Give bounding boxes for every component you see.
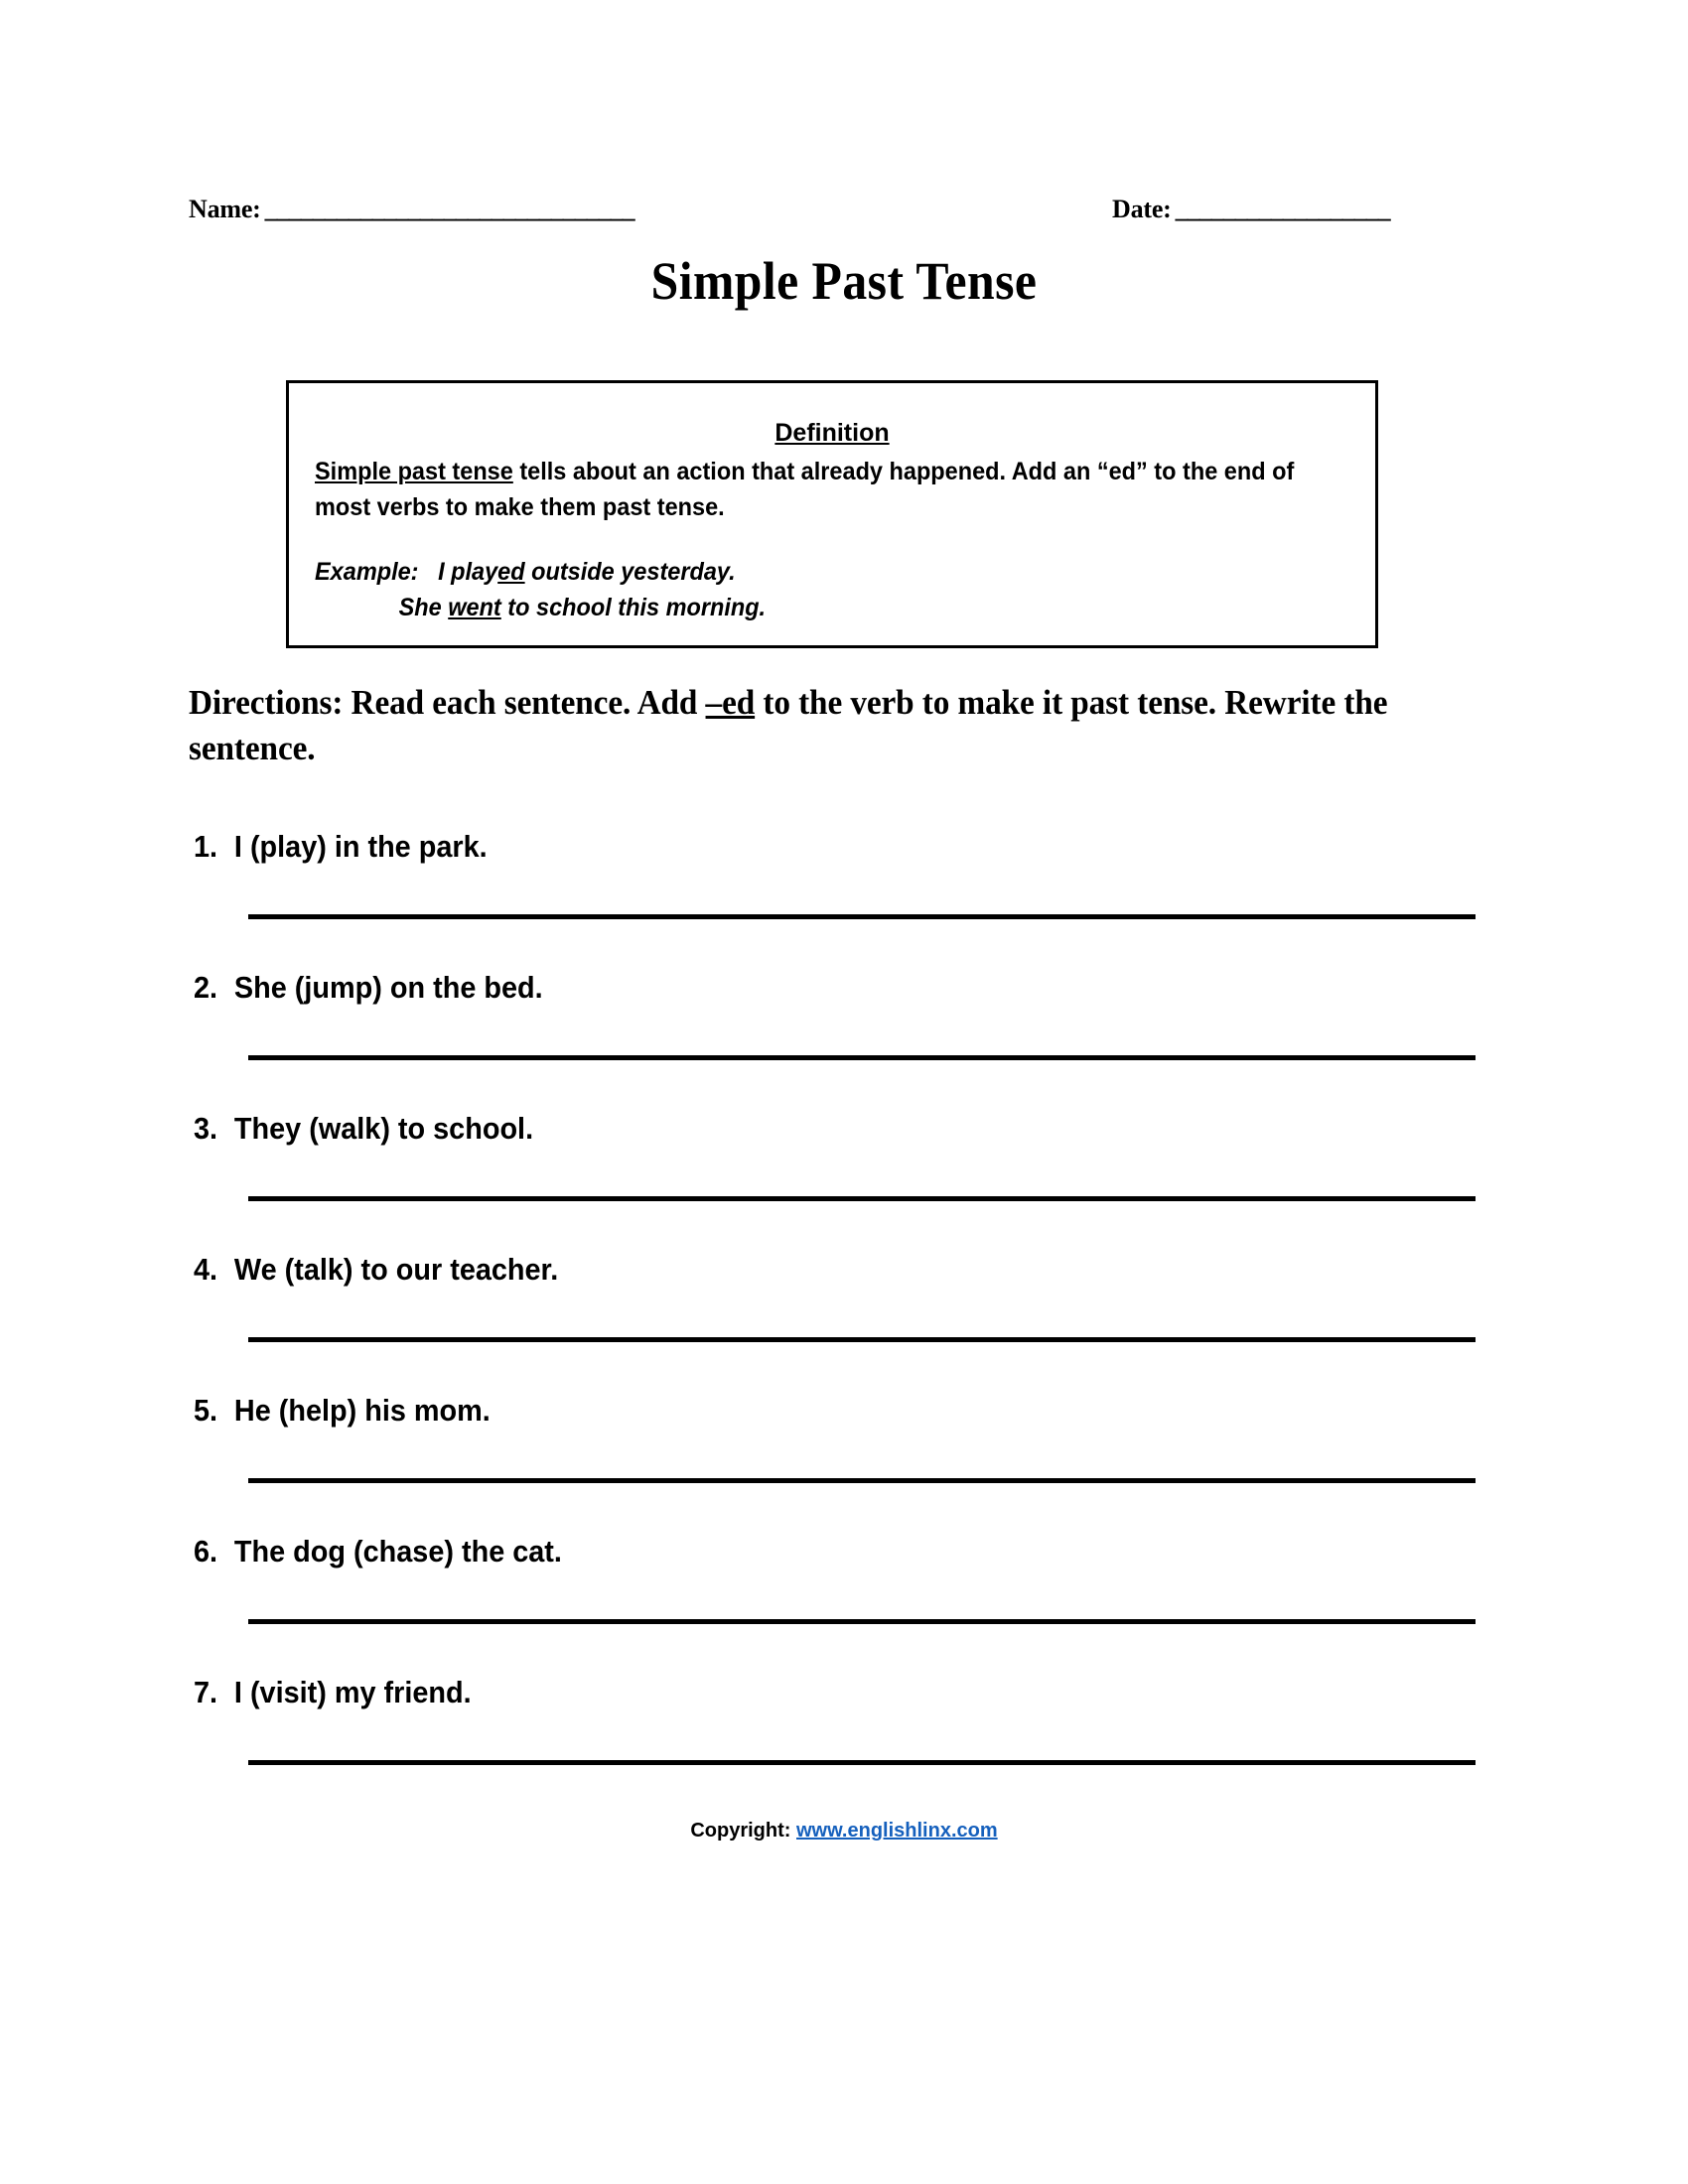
definition-heading-text: Definition (774, 419, 890, 447)
question-sentence: I (play) in the park. (233, 829, 488, 864)
name-write-in-line[interactable]: _______________________________ (264, 195, 634, 223)
question-text (194, 970, 543, 1006)
example-line-2 (315, 591, 1345, 626)
question-text (194, 1534, 562, 1570)
question-text (194, 1111, 533, 1147)
question-number: 3. (194, 1111, 218, 1146)
question-text (194, 1393, 491, 1429)
footer (0, 1820, 1688, 1843)
directions-suffix: to the verb to make it past tense. Rewrite the sentence. (189, 683, 1388, 767)
question-item (194, 1111, 1494, 1252)
question-number: 5. (194, 1393, 218, 1428)
example-line-1 (315, 555, 1345, 591)
question-sentence: They (walk) to school. (233, 1111, 534, 1146)
question-number: 1. (194, 829, 218, 864)
date-field-group (1112, 195, 1390, 224)
definition-box (286, 380, 1378, 648)
question-item (194, 970, 1494, 1111)
question-sentence: I (visit) my friend. (233, 1675, 472, 1709)
question-sentence: The dog (chase) the cat. (233, 1534, 562, 1569)
example-2-pre: She (398, 593, 449, 621)
student-info-row (189, 195, 1470, 236)
date-label: Date: (1112, 195, 1172, 223)
directions-emphasis: –ed (705, 683, 756, 722)
question-text (194, 1675, 472, 1710)
answer-line[interactable] (248, 1337, 1476, 1342)
question-item (194, 829, 1494, 970)
name-label: Name: (189, 195, 261, 223)
answer-line[interactable] (248, 1760, 1476, 1765)
example-2-post: to school this morning. (500, 593, 767, 621)
example-1-pre: I play (438, 558, 498, 586)
question-text (194, 829, 488, 865)
definition-heading (315, 419, 1349, 448)
definition-term: Simple past tense (315, 458, 513, 485)
question-list (194, 829, 1494, 1816)
answer-line[interactable] (248, 1055, 1476, 1060)
englishlinx-link[interactable]: www.englishlinx.com (796, 1820, 998, 1842)
answer-line[interactable] (248, 914, 1476, 919)
question-sentence: She (jump) on the bed. (233, 970, 543, 1005)
definition-body (315, 454, 1345, 525)
answer-line[interactable] (248, 1478, 1476, 1483)
question-number: 2. (194, 970, 218, 1005)
answer-line[interactable] (248, 1196, 1476, 1201)
directions-prefix: Directions: Read each sentence. Add (189, 683, 706, 722)
question-item (194, 1534, 1494, 1675)
question-item (194, 1675, 1494, 1816)
copyright-label: Copyright: (690, 1820, 796, 1842)
definition-examples (315, 555, 1345, 625)
example-1-post: outside yesterday. (524, 558, 736, 586)
answer-line[interactable] (248, 1619, 1476, 1624)
question-number: 6. (194, 1534, 218, 1569)
definition-body-rest: tells about an action that already happened. Add an “ed” to the end of most verbs to make them past tense. (315, 458, 1295, 521)
question-item (194, 1393, 1494, 1534)
name-field-group (189, 195, 634, 224)
question-sentence: He (help) his mom. (233, 1393, 491, 1428)
question-number: 7. (194, 1675, 218, 1709)
question-sentence: We (talk) to our teacher. (233, 1252, 559, 1287)
directions-text (189, 680, 1425, 770)
question-item (194, 1252, 1494, 1393)
example-2-underline: went (448, 593, 501, 621)
page-title: Simple Past Tense (650, 251, 1038, 311)
example-label: Example: (315, 558, 419, 586)
example-1-underline: ed (497, 558, 525, 586)
date-write-in-line[interactable]: __________________ (1175, 195, 1390, 223)
question-text (194, 1252, 558, 1288)
question-number: 4. (194, 1252, 218, 1287)
